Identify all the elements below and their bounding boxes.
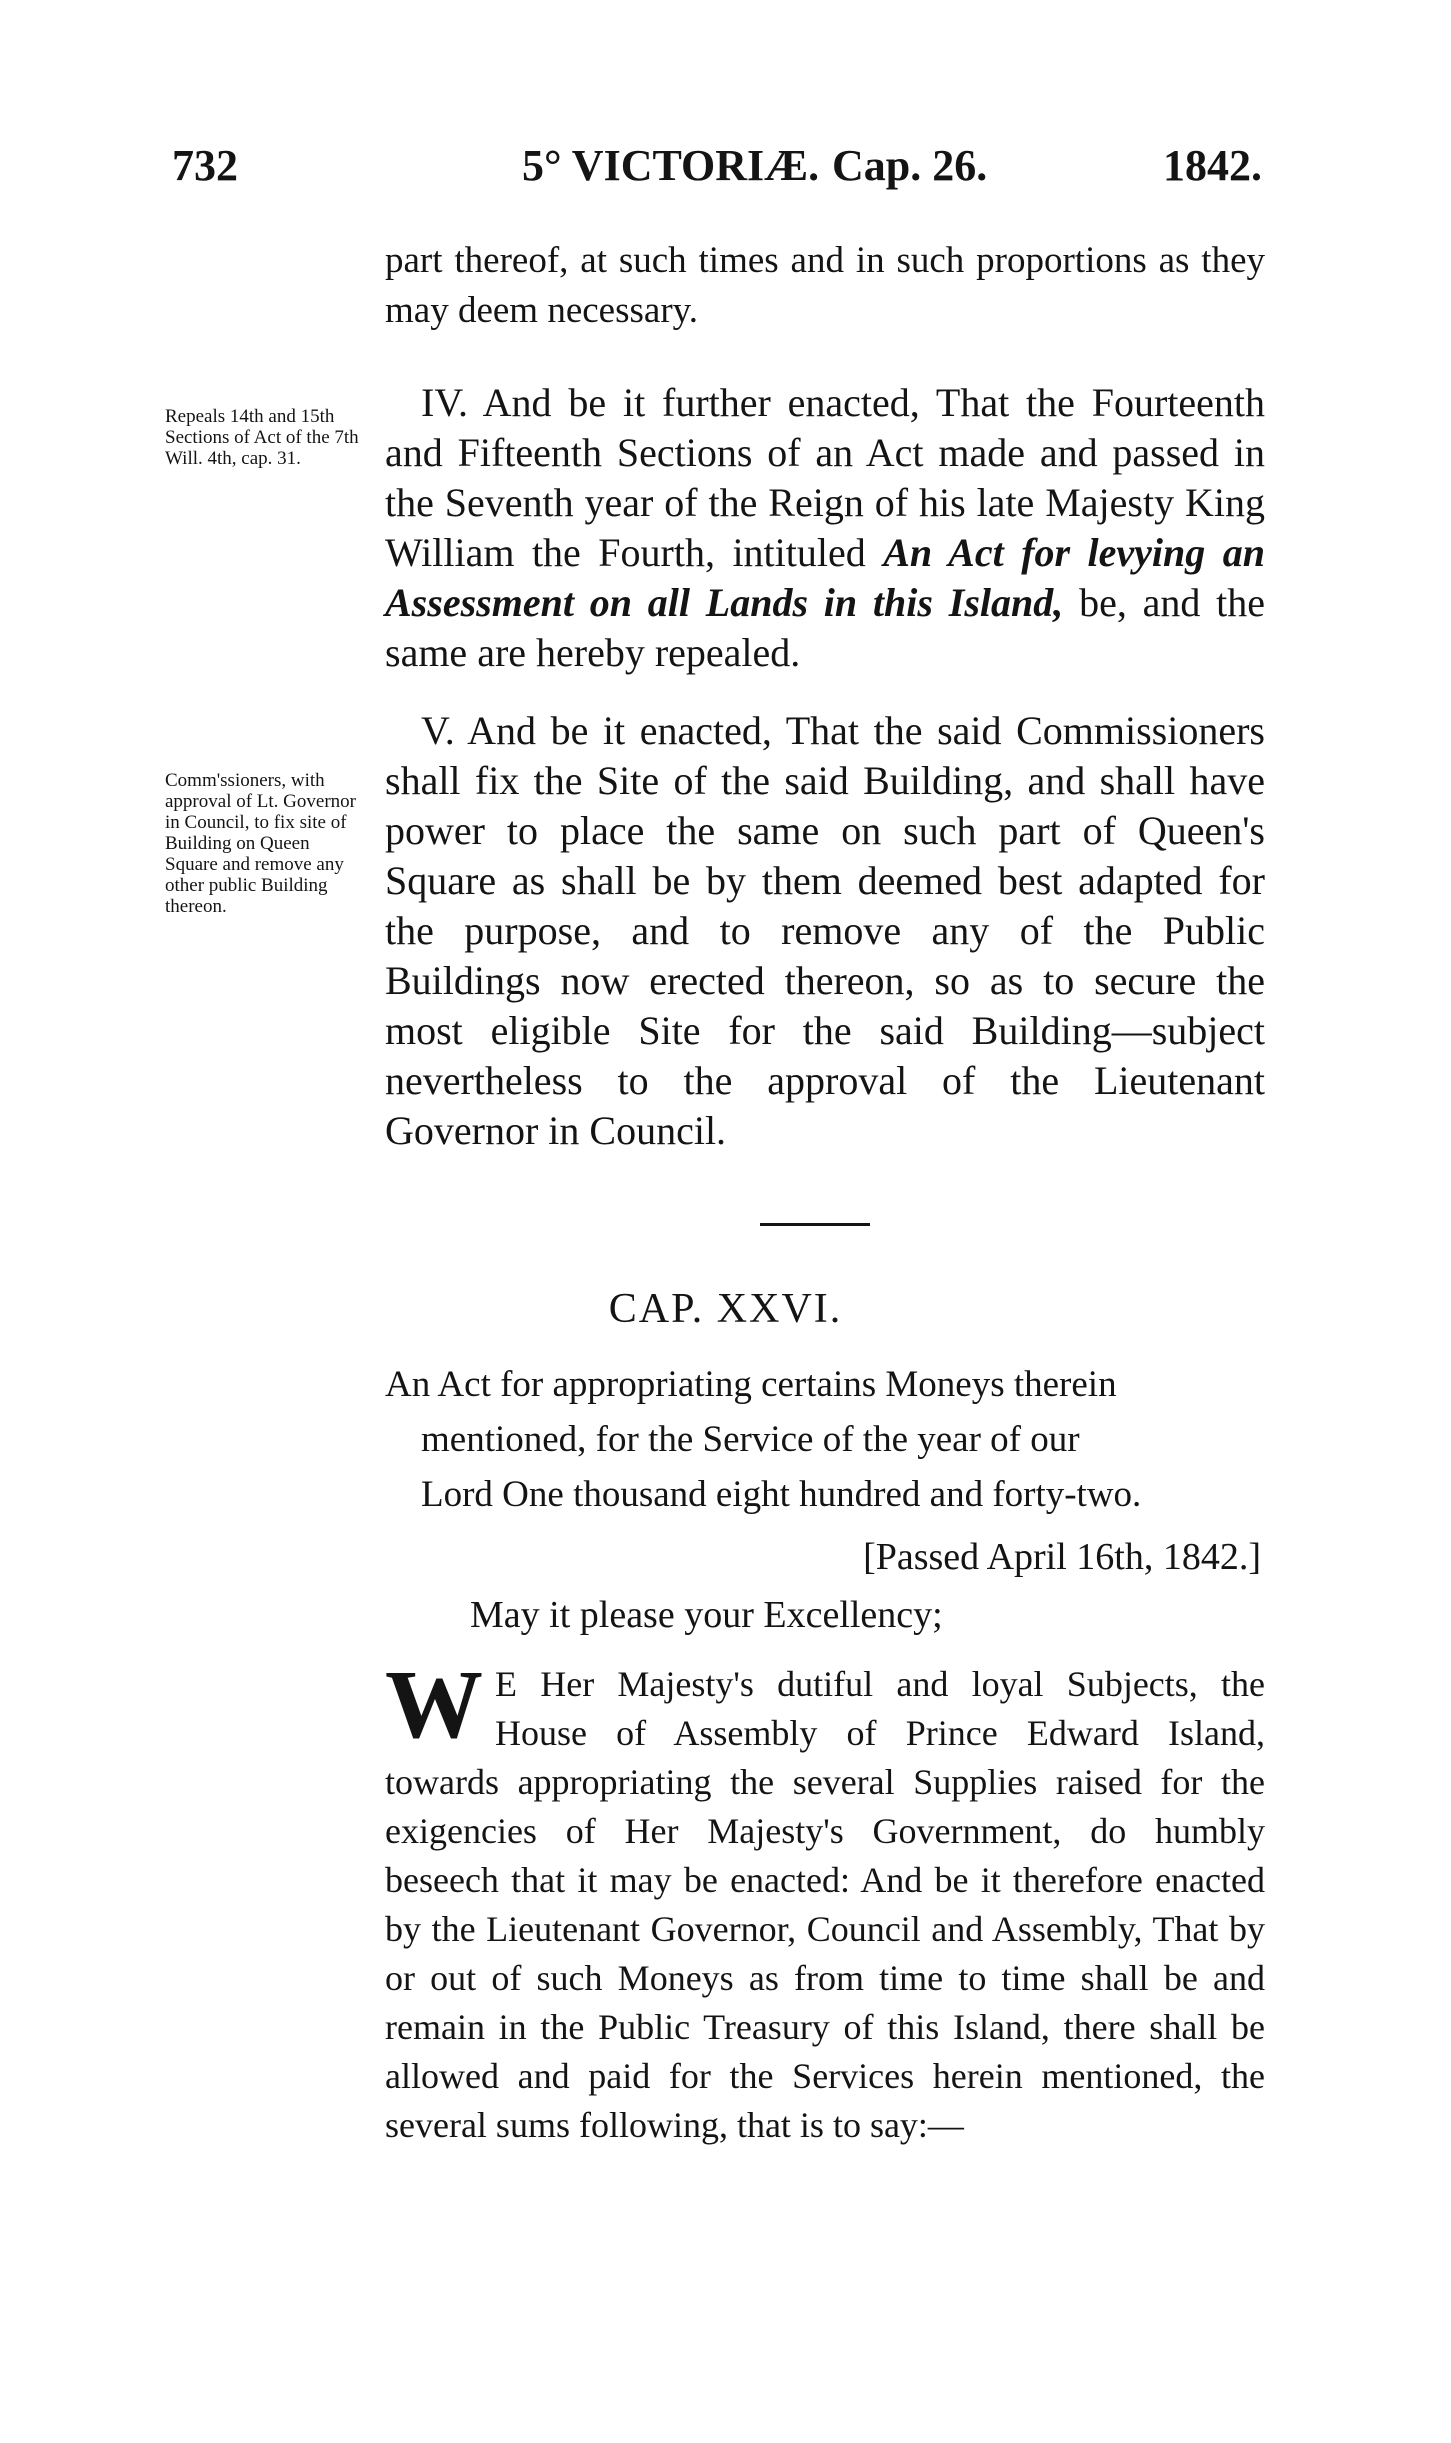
margin-note-section-5: Comm'ssioners, with approval of Lt. Governor in Council, to fix site of Building on Queen Square and remove any other public Building thereon. xyxy=(165,770,356,917)
header-year: 1842. xyxy=(1163,141,1262,190)
preamble-text: E Her Majesty's dutiful and loyal Subjects, the House of Assembly of Prince Edward Island, towards appropriating the several Supplies raised for the exigencies of Her Majesty's Government, do humbly beseech that it may be enacted: And be it therefore enacted by the Lieutenant Governor, Council and Assembly, That by or out of such Moneys as from time to time shall be and remain in the Public Treasury of this Island, there shall be allowed and paid for the Services herein mentioned, the several sums following, that is to say:— xyxy=(385,1664,1265,2145)
section-4-lead: IV. And be it further enacted, That the Fourteenth and Fifteenth Sections of an Act made and passed in the Seventh year of the Reign of his late Majesty King William the Fourth, intituled xyxy=(385,380,1265,575)
act-title-line-1: An Act for appropriating certains Moneys therein xyxy=(385,1364,1117,1405)
running-header xyxy=(172,140,1262,200)
section-divider xyxy=(760,1223,870,1226)
section-5-paragraph: V. And be it enacted, That the said Commissioners shall fix the Site of the said Building, and shall have power to place the same on such part of Queen's Square as shall be by them deemed best adapted for the purpose, and to remove any of the Public Buildings now erected thereon, so as to secure the most eligible Site for the said Building—subject nevertheless to the approval of the Lieutenant Governor in Council. xyxy=(385,708,1265,1153)
chapter-reference: Cap. 26. xyxy=(832,141,988,190)
section-4-act-title: An Act for levying an Assessment on all Lands in this Island, xyxy=(385,530,1266,625)
passed-date: [Passed April 16th, 1842.] xyxy=(863,1536,1261,1578)
chapter-heading: CAP. XXVI. xyxy=(608,1286,843,1332)
page-number: 732 xyxy=(172,141,238,190)
section-4-tail: be, and the same are hereby repealed. xyxy=(385,580,1266,675)
act-title xyxy=(385,1357,1265,1522)
preamble-paragraph xyxy=(385,1651,1265,2150)
section-4-paragraph xyxy=(385,378,1265,678)
regnal-year: 5° VICTORIÆ. xyxy=(522,141,820,190)
margin-note-section-4: Repeals 14th and 15th Sections of Act of the 7th Will. 4th, cap. 31. xyxy=(165,406,359,469)
address-line: May it please your Excellency; xyxy=(470,1594,943,1636)
continuation-paragraph: part thereof, at such times and in such proportions as they may deem necessary. xyxy=(385,240,1265,331)
act-title-line-2: mentioned, for the Service of the year of our xyxy=(421,1419,1080,1460)
act-title-line-3: Lord One thousand eight hundred and forty-two. xyxy=(421,1474,1142,1515)
drop-cap-letter: W xyxy=(385,1651,483,1759)
